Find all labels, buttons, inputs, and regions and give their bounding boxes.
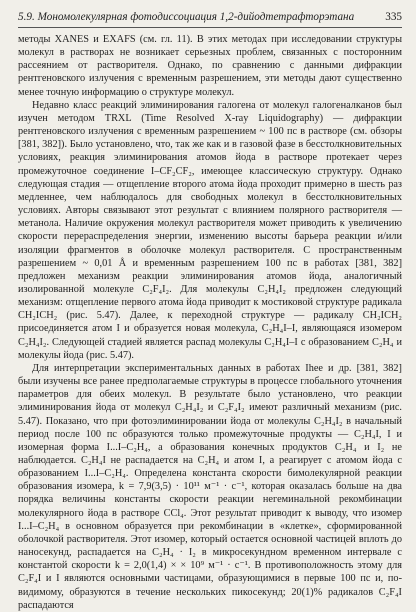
- section-title: 5.9. Мономолекулярная фотодиссоциация 1,2-дийодтетрафторэтана: [18, 11, 355, 23]
- page-number: 335: [385, 11, 402, 23]
- body-text: [18, 33, 402, 612]
- paragraph: Недавно класс реакций элиминирования галогена от молекул галогеналканов был изучен методом TRXL (Time Resolved X-ray Liquidography) — дифракции рентгеновского излучения с временным разрешением ~ 100 пс в растворе (см. обзоры [381, 382]). Было установлено, что, так же как и в газовой фазе в бесстолкновительных условиях, реакция элиминирования атомов йода в растворе протекает через промежуточное соединение I–CF₂CF₂, имеющее классическую структуру. Однако следующая стадия — отщепление второго атома йода проходит примерно в шесть раз медленнее, чем наблюдалось для свободных молекул в бесстолкновительных условиях. Авторы связывают этот результат с влиянием полярного растворителя — метанола. Наличие окружения молекул растворителя может приводить к увеличению скорости перераспределения энергии, изменению высоты барьера реакции и/или изоляции фрагментов в оболочке молекул растворителя. С пространственным разрешением ~ 0,01 Å и временным разрешением 100 пс в работах [381, 382] предложен механизм реакции элиминирования атомов йода, аналогичный изолированной молекуле C₂F₄I₂. Для молекулы C₂H₄I₂ предложен следующий механизм: отщепление первого атома йода приводит к мостиковой структуре радикала CH₂ICH₂ (рис. 5.47). Далее, к переходной структуре — радикалу CH₂ICH₂ присоединяется атом I и образуется новая молекула, C₂H₄I–I, являющаяся изомером C₂H₄I₂. Следующей стадией является распад молекулы C₂H₄I–I с образованием C₂H₄ и молекулы йода (рис. 5.47).: [18, 99, 402, 361]
- paragraph: Для интерпретации экспериментальных данных в работах Ihee и др. [381, 382] были изучены все ранее предполагаемые структуры в процессе глобального уточнения параметров для обеих молекул. В результате было установлено, что реакции элиминирования йода от молекул C₂H₄I₂ и C₂F₄I₂ имеют различный механизм (рис. 5.47). Показано, что при фотоэлиминировании йода от молекулы C₂H₄I₂ в начальный период после 100 пс образуются только промежуточные продукты — C₂H₄I, I и изомерная форма I...I–C₂H₄, а образования конечных продуктов C₂H₄ и I₂ не наблюдается. C₂H₄I не распадается на C₂H₄ и атом I, а реагирует с атомом йода с образованием I...I–C₂H₄. Определена константа скорости бимолекулярной реакции образования изомера, k = 7,9(3,5) · 10¹¹ м⁻¹ · с⁻¹, которая оказалась больше на два порядка величины константы скорости реакции негеминальной рекомбинации молекулярного йода в растворе CCl₄. Этот результат приводит к выводу, что изомер I...I–C₂H₄ в основном образуется при рекомбинации в «клетке», сформированной оболочкой растворителя. Этот изомер, который остается основной частицей вплоть до наносекунд, распадается на C₂H₄ · I₂ в микросекундном временном интервале с константой скорости k = 2,0(1,4) × × 10⁹ м⁻¹ · с⁻¹. В противоположность этому для C₂F₄I и I являются основными частицами, образующимися в первые 100 пс и, по-видимому, образуются в течение нескольких пикосекунд; 20(1)% радикалов C₂F₄I распадаются: [18, 362, 402, 611]
- running-header: [18, 10, 402, 24]
- paragraph: методы XANES и EXAFS (см. гл. 11). В этих методах при исследовании структуры молекул в растворах не возникает серьезных проблем, связанных с посторонним рассеянием от растворителя. Однако, по сравнению с данными дифракции рентгеновского излучения с временным разрешением, эти методы дают существенно менее точную информацию о структуре молекул.: [18, 34, 402, 98]
- header-rule: [18, 27, 402, 28]
